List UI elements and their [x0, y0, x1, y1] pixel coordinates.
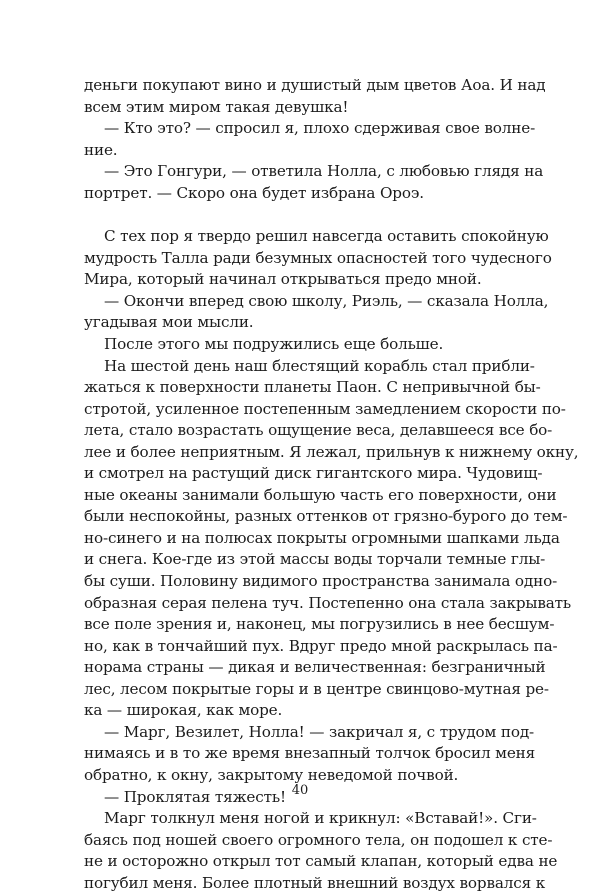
text-line: погубил меня. Более плотный внешний воздух ворвался к — [84, 873, 546, 892]
text-line: — Проклятая тяжесть! — [104, 787, 286, 806]
text-line: — Кто это? — спросил я, плохо сдерживая свое волне- — [104, 119, 536, 138]
text-line: и смотрел на растущий диск гигантского мира. Чудовищ- — [84, 464, 543, 483]
text-line: После этого мы подружились еще больше. — [104, 335, 444, 354]
text-line: — Это Гонгури, — ответила Нолла, с любовью глядя на — [104, 162, 544, 181]
text-line: жаться к поверхности планеты Паон. С непривычной бы- — [84, 378, 541, 397]
text-line: портрет. — Скоро она будет избрана Ороэ. — [84, 183, 424, 202]
text-line: но-синего и на полюсах покрыты огромными шапками льда — [84, 528, 560, 547]
text-line: обратно, к окну, закрытому неведомой почвой. — [84, 765, 459, 784]
section-break — [84, 204, 516, 226]
text-line: ка — широкая, как море. — [84, 701, 283, 720]
text-line: угадывая мои мысли. — [84, 313, 254, 332]
text-line: Марг толкнул меня ногой и крикнул: «Вставай!». Сги- — [104, 809, 537, 828]
text-line: бы суши. Половину видимого пространства занимала одно- — [84, 572, 558, 591]
text-line: ние. — [84, 140, 118, 159]
text-line: ные океаны занимали большую часть его поверхности, они — [84, 485, 557, 504]
text-line: Мира, который начинал открываться предо мной. — [84, 270, 482, 289]
text-line: нимаясь и в то же время внезапный толчок бросил меня — [84, 744, 536, 763]
text-line: мудрость Талла ради безумных опасностей того чудесного — [84, 248, 552, 267]
text-line: не и осторожно открыл тот самый клапан, который едва не — [84, 852, 558, 871]
text-line: лее и более неприятным. Я лежал, прильнув к нижнему окну, — [84, 442, 579, 461]
text-line: деньги покупают вино и душистый дым цветов Аоа. И над — [84, 76, 546, 94]
text-line: С тех пор я твердо решил навсегда оставить спокойную — [104, 227, 549, 246]
text-line: все поле зрения и, наконец, мы погрузились в нее бесшум- — [84, 615, 555, 634]
text-line: стротой, усиленное постепенным замедлением скорости по- — [84, 399, 566, 418]
page-text — [84, 75, 579, 894]
text-line: всем этим миром такая девушка! — [84, 97, 349, 116]
text-line: лета, стало возрастать ощущение веса, делавшееся все бо- — [84, 421, 553, 440]
text-line: баясь под ношей своего огромного тела, он подошел к сте- — [84, 830, 553, 849]
text-line: были неспокойны, разных оттенков от грязно-бурого до тем- — [84, 507, 568, 526]
text-line: и снега. Кое-где из этой массы воды торчали темные глы- — [84, 550, 546, 569]
text-line: лес, лесом покрытые горы и в центре свинцово-мутная ре- — [84, 679, 549, 698]
text-line: — Окончи вперед свою школу, Риэль, — сказала Нолла, — [104, 291, 549, 310]
text-line: но, как в тончайший пух. Вдруг предо мной раскрылась па- — [84, 636, 558, 655]
text-line: На шестой день наш блестящий корабль стал прибли- — [104, 356, 535, 375]
page-number: 40 — [291, 783, 309, 798]
text-line: норама страны — дикая и величественная: безграничный — [84, 658, 546, 677]
text-line: — Марг, Везилет, Нолла! — закричал я, с трудом под- — [104, 722, 534, 741]
text-line: образная серая пелена туч. Постепенно она стала закрывать — [84, 593, 572, 612]
